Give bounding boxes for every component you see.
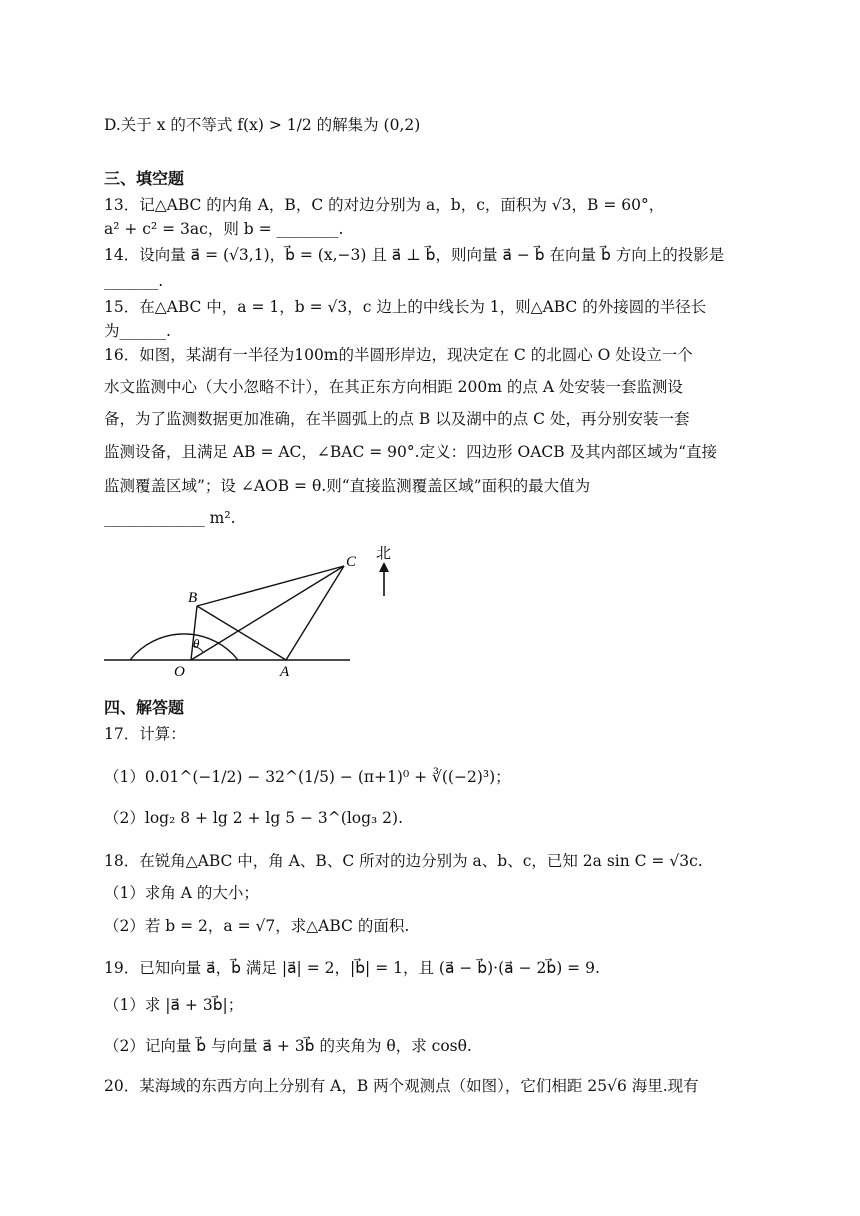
q17-line: 17．计算：: [104, 725, 186, 743]
q16-line2: 水文监测中心（大小忽略不计），在其正东方向相距 200m 的点 A 处安装一套监测设: [104, 378, 683, 396]
segment-OC: [191, 566, 344, 660]
option-d: D.关于 x 的不等式 f(x) > 1/2 的解集为 (0,2): [104, 116, 421, 134]
segment-BC: [197, 566, 344, 606]
q14-line2: _______.: [104, 272, 164, 290]
label-A: A: [280, 664, 290, 680]
q18-part1: （1）求角 A 的大小；: [104, 884, 259, 902]
q16-line5: 监测覆盖区域”；设 ∠AOB = θ.则“直接监测覆盖区域”面积的最大值为: [104, 477, 591, 495]
q16-line4: 监测设备，且满足 AB = AC，∠BAC = 90°.定义：四边形 OACB 及其内部区域为“直接: [104, 443, 718, 461]
q14-line1: 14．设向量 a⃗ = (√3,1)，b⃗ = (x,−3) 且 a⃗ ⊥ b⃗，则向量 a⃗ − b⃗ 在向量 b⃗ 方向上的投影是: [104, 246, 725, 264]
semicircle-arc: [130, 634, 238, 660]
lake-geometry-figure: [100, 540, 400, 680]
q16-line1: 16．如图，某湖有一半径为100m的半圆形岸边，现决定在 C 的北圆心 O 处设立一个: [104, 346, 693, 364]
label-theta: θ: [193, 636, 200, 651]
q16-line6: _____________ m².: [104, 509, 236, 527]
label-north: 北: [376, 546, 392, 562]
q19-part1: （1）求 |a⃗ + 3b⃗|；: [104, 996, 244, 1014]
segment-OB: [191, 606, 197, 660]
q18-line: 18．在锐角△ABC 中，角 A、B、C 所对的边分别为 a、b、c，已知 2a sin C = √3c.: [104, 852, 703, 870]
q16-line3: 备，为了监测数据更加准确，在半圆弧上的点 B 以及湖中的点 C 处，再分别安装一套: [104, 410, 690, 428]
q20-line: 20．某海域的东西方向上分别有 A，B 两个观测点（如图），它们相距 25√6 海里.现有: [104, 1077, 699, 1095]
label-B: B: [188, 590, 198, 606]
q13-line1: 13．记△ABC 的内角 A，B，C 的对边分别为 a，b，c，面积为 √3，B = 60°，: [104, 196, 665, 214]
north-arrow-icon: [379, 562, 389, 572]
segment-BA: [197, 606, 286, 660]
q18-part2: （2）若 b = 2，a = √7，求△ABC 的面积.: [104, 917, 410, 935]
q19-line: 19．已知向量 a⃗，b⃗ 满足 |a⃗| = 2，|b⃗| = 1，且 (a⃗ − b⃗)·(a⃗ − 2b⃗) = 9.: [104, 959, 600, 977]
q15-line2: 为______.: [104, 322, 171, 340]
q17-part1: （1）0.01^(−1/2) − 32^(1/5) − (π+1)⁰ + ∛((−2)³)；: [104, 768, 511, 786]
label-C: C: [346, 554, 357, 570]
label-O: O: [174, 664, 185, 680]
section-4-heading: 四、解答题: [104, 698, 185, 717]
q13-line2: a² + c² = 3ac，则 b = ________.: [104, 220, 344, 238]
section-3-heading: 三、填空题: [104, 169, 185, 188]
q17-part2: （2）log₂ 8 + lg 2 + lg 5 − 3^(log₃ 2).: [104, 809, 404, 827]
q15-line1: 15．在△ABC 中，a = 1，b = √3，c 边上的中线长为 1，则△ABC 的外接圆的半径长: [104, 298, 707, 316]
q19-part2: （2）记向量 b⃗ 与向量 a⃗ + 3b⃗ 的夹角为 θ，求 cosθ.: [104, 1037, 472, 1055]
